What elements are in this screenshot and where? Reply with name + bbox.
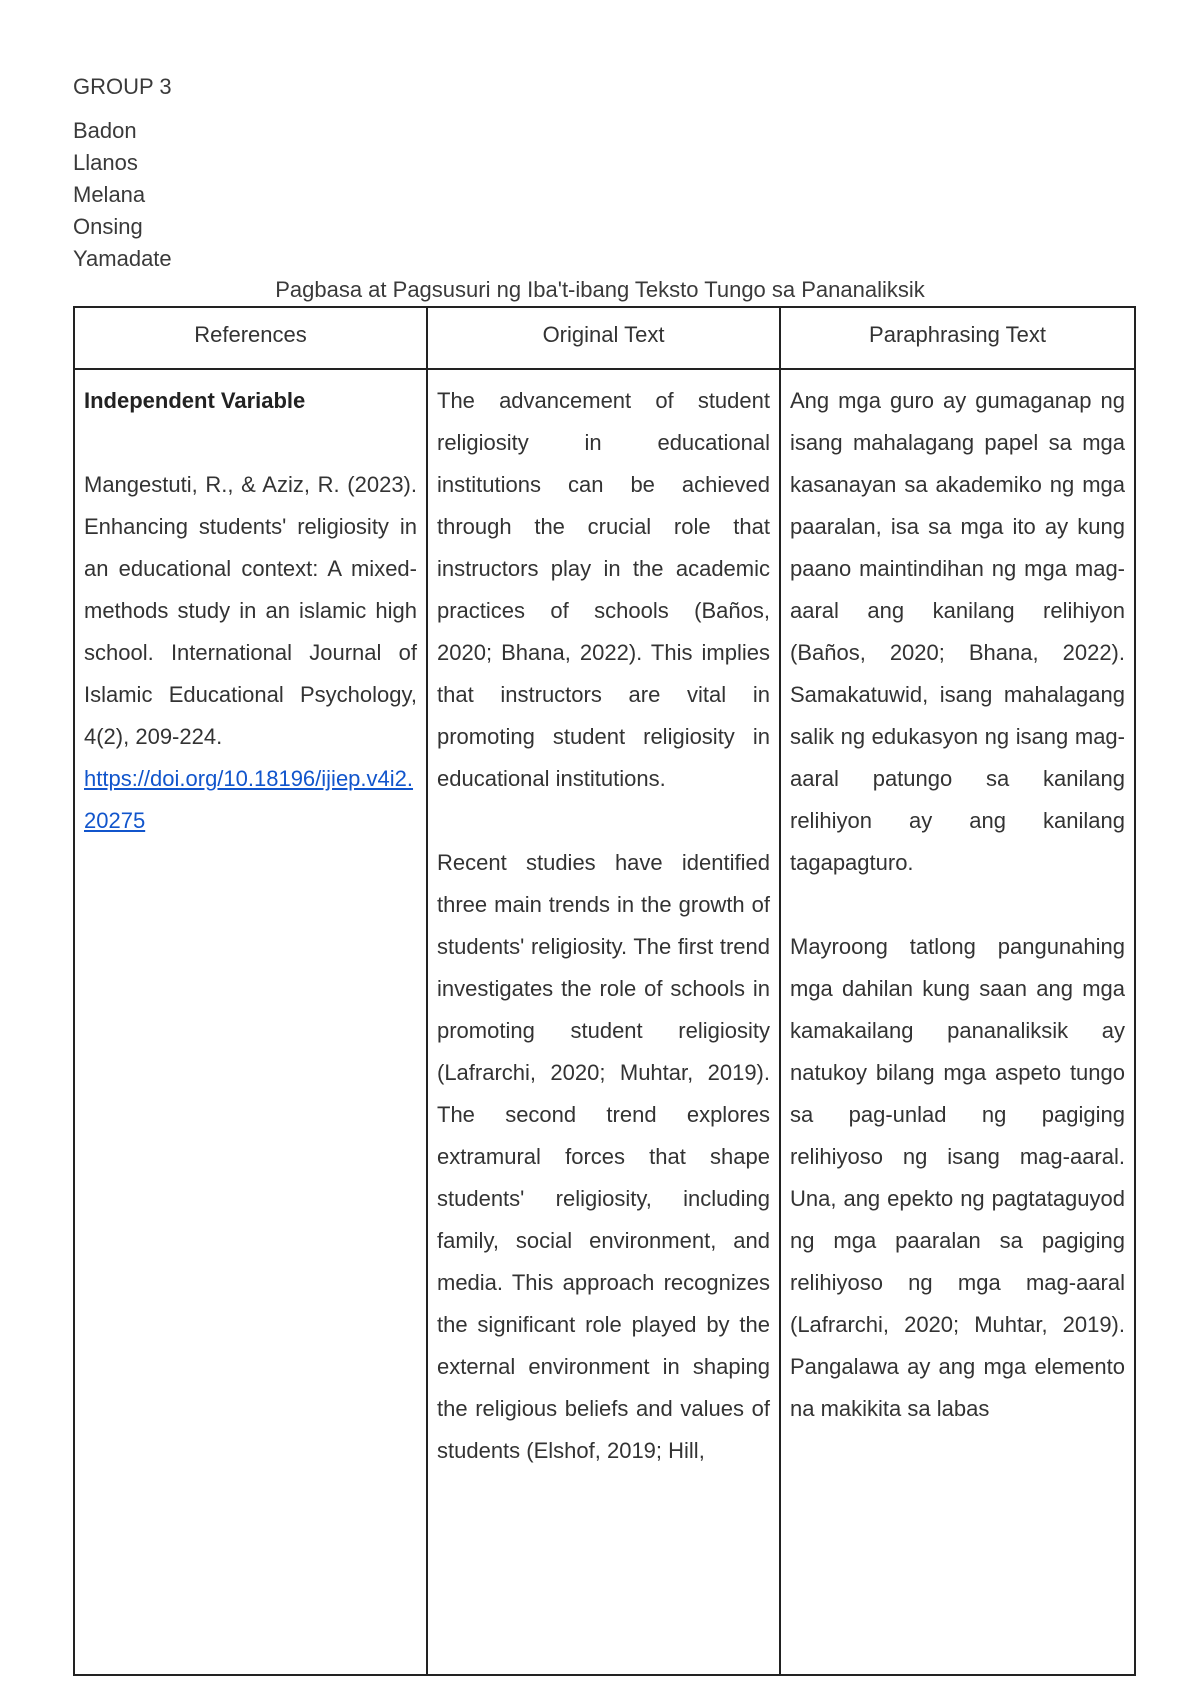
member-name: Yamadate — [73, 246, 172, 271]
paraphrasing-text-cell — [780, 369, 1135, 1675]
table-row — [74, 369, 1135, 1675]
member-name: Melana — [73, 182, 146, 207]
spacer — [437, 800, 770, 842]
table-header-row — [74, 307, 1135, 369]
paraphrase-paragraph: Mayroong tatlong pangunahing mga dahilan kung saan ang mga kamakailang pananaliksik ay natukoy bilang mga aspeto tungo sa pag-unlad ng pagiging relihiyoso ng isang mag-aaral. Una, ang epekto ng pagtataguyod ng mga paaralan sa pagiging relihiyoso ng mga mag-aaral (Lafrarchi, 2020; Muhtar, 2019). Pangalawa ay ang mga elemento na makikita sa labas — [790, 934, 1125, 1421]
references-cell — [74, 369, 427, 1675]
references-table — [73, 306, 1136, 1676]
member-name: Onsing — [73, 214, 143, 239]
member-name: Llanos — [73, 150, 138, 175]
original-paragraph: The advancement of student religiosity in educational institutions can be achieved through the crucial role that instructors play in the academic practices of schools (Baños, 2020; Bhana, 2022). This implies that instructors are vital in promoting student religiosity in educational institutions. — [437, 388, 770, 791]
independent-variable-heading: Independent Variable — [84, 388, 306, 413]
group-label: GROUP 3 — [73, 74, 172, 99]
header-references: References — [74, 307, 427, 369]
member-list — [73, 115, 172, 275]
header-original-text: Original Text — [427, 307, 780, 369]
doi-link[interactable]: https://doi.org/10.18196/ijiep.v4i2.20275 — [84, 766, 414, 833]
document-title: Pagbasa at Pagsusuri ng Iba't-ibang Teksto Tungo sa Pananaliksik — [275, 277, 925, 302]
original-paragraph: Recent studies have identified three main trends in the growth of students' religiosity. The first trend investigates the role of schools in promoting student religiosity (Lafrarchi, 2020; Muhtar, 2019). The second trend explores extramural forces that shape students' religiosity, including family, social environment, and media. This approach recognizes the significant role played by the external environment in shaping the religious beliefs and values of students (Elshof, 2019; Hill, — [437, 850, 770, 1463]
member-name: Badon — [73, 118, 137, 143]
citation-text: Mangestuti, R., & Aziz, R. (2023). Enhancing students' religiosity in an educational context: A mixed-methods study in an islamic high school. International Journal of Islamic Educational Psychology, 4(2), 209-224. — [84, 472, 417, 749]
spacer — [84, 422, 417, 464]
header-paraphrasing-text: Paraphrasing Text — [780, 307, 1135, 369]
paraphrase-paragraph: Ang mga guro ay gumaganap ng isang mahalagang papel sa mga kasanayan sa akademiko ng mga paaralan, isa sa mga ito ay kung paano maintindihan ng mga mag-aaral ang kanilang relihiyon (Baños, 2020; Bhana, 2022). Samakatuwid, isang mahalagang salik ng edukasyon ng isang mag-aaral patungo sa kanilang relihiyon ay ang kanilang tagapagturo. — [790, 388, 1125, 875]
original-text-cell — [427, 369, 780, 1675]
spacer — [790, 884, 1125, 926]
